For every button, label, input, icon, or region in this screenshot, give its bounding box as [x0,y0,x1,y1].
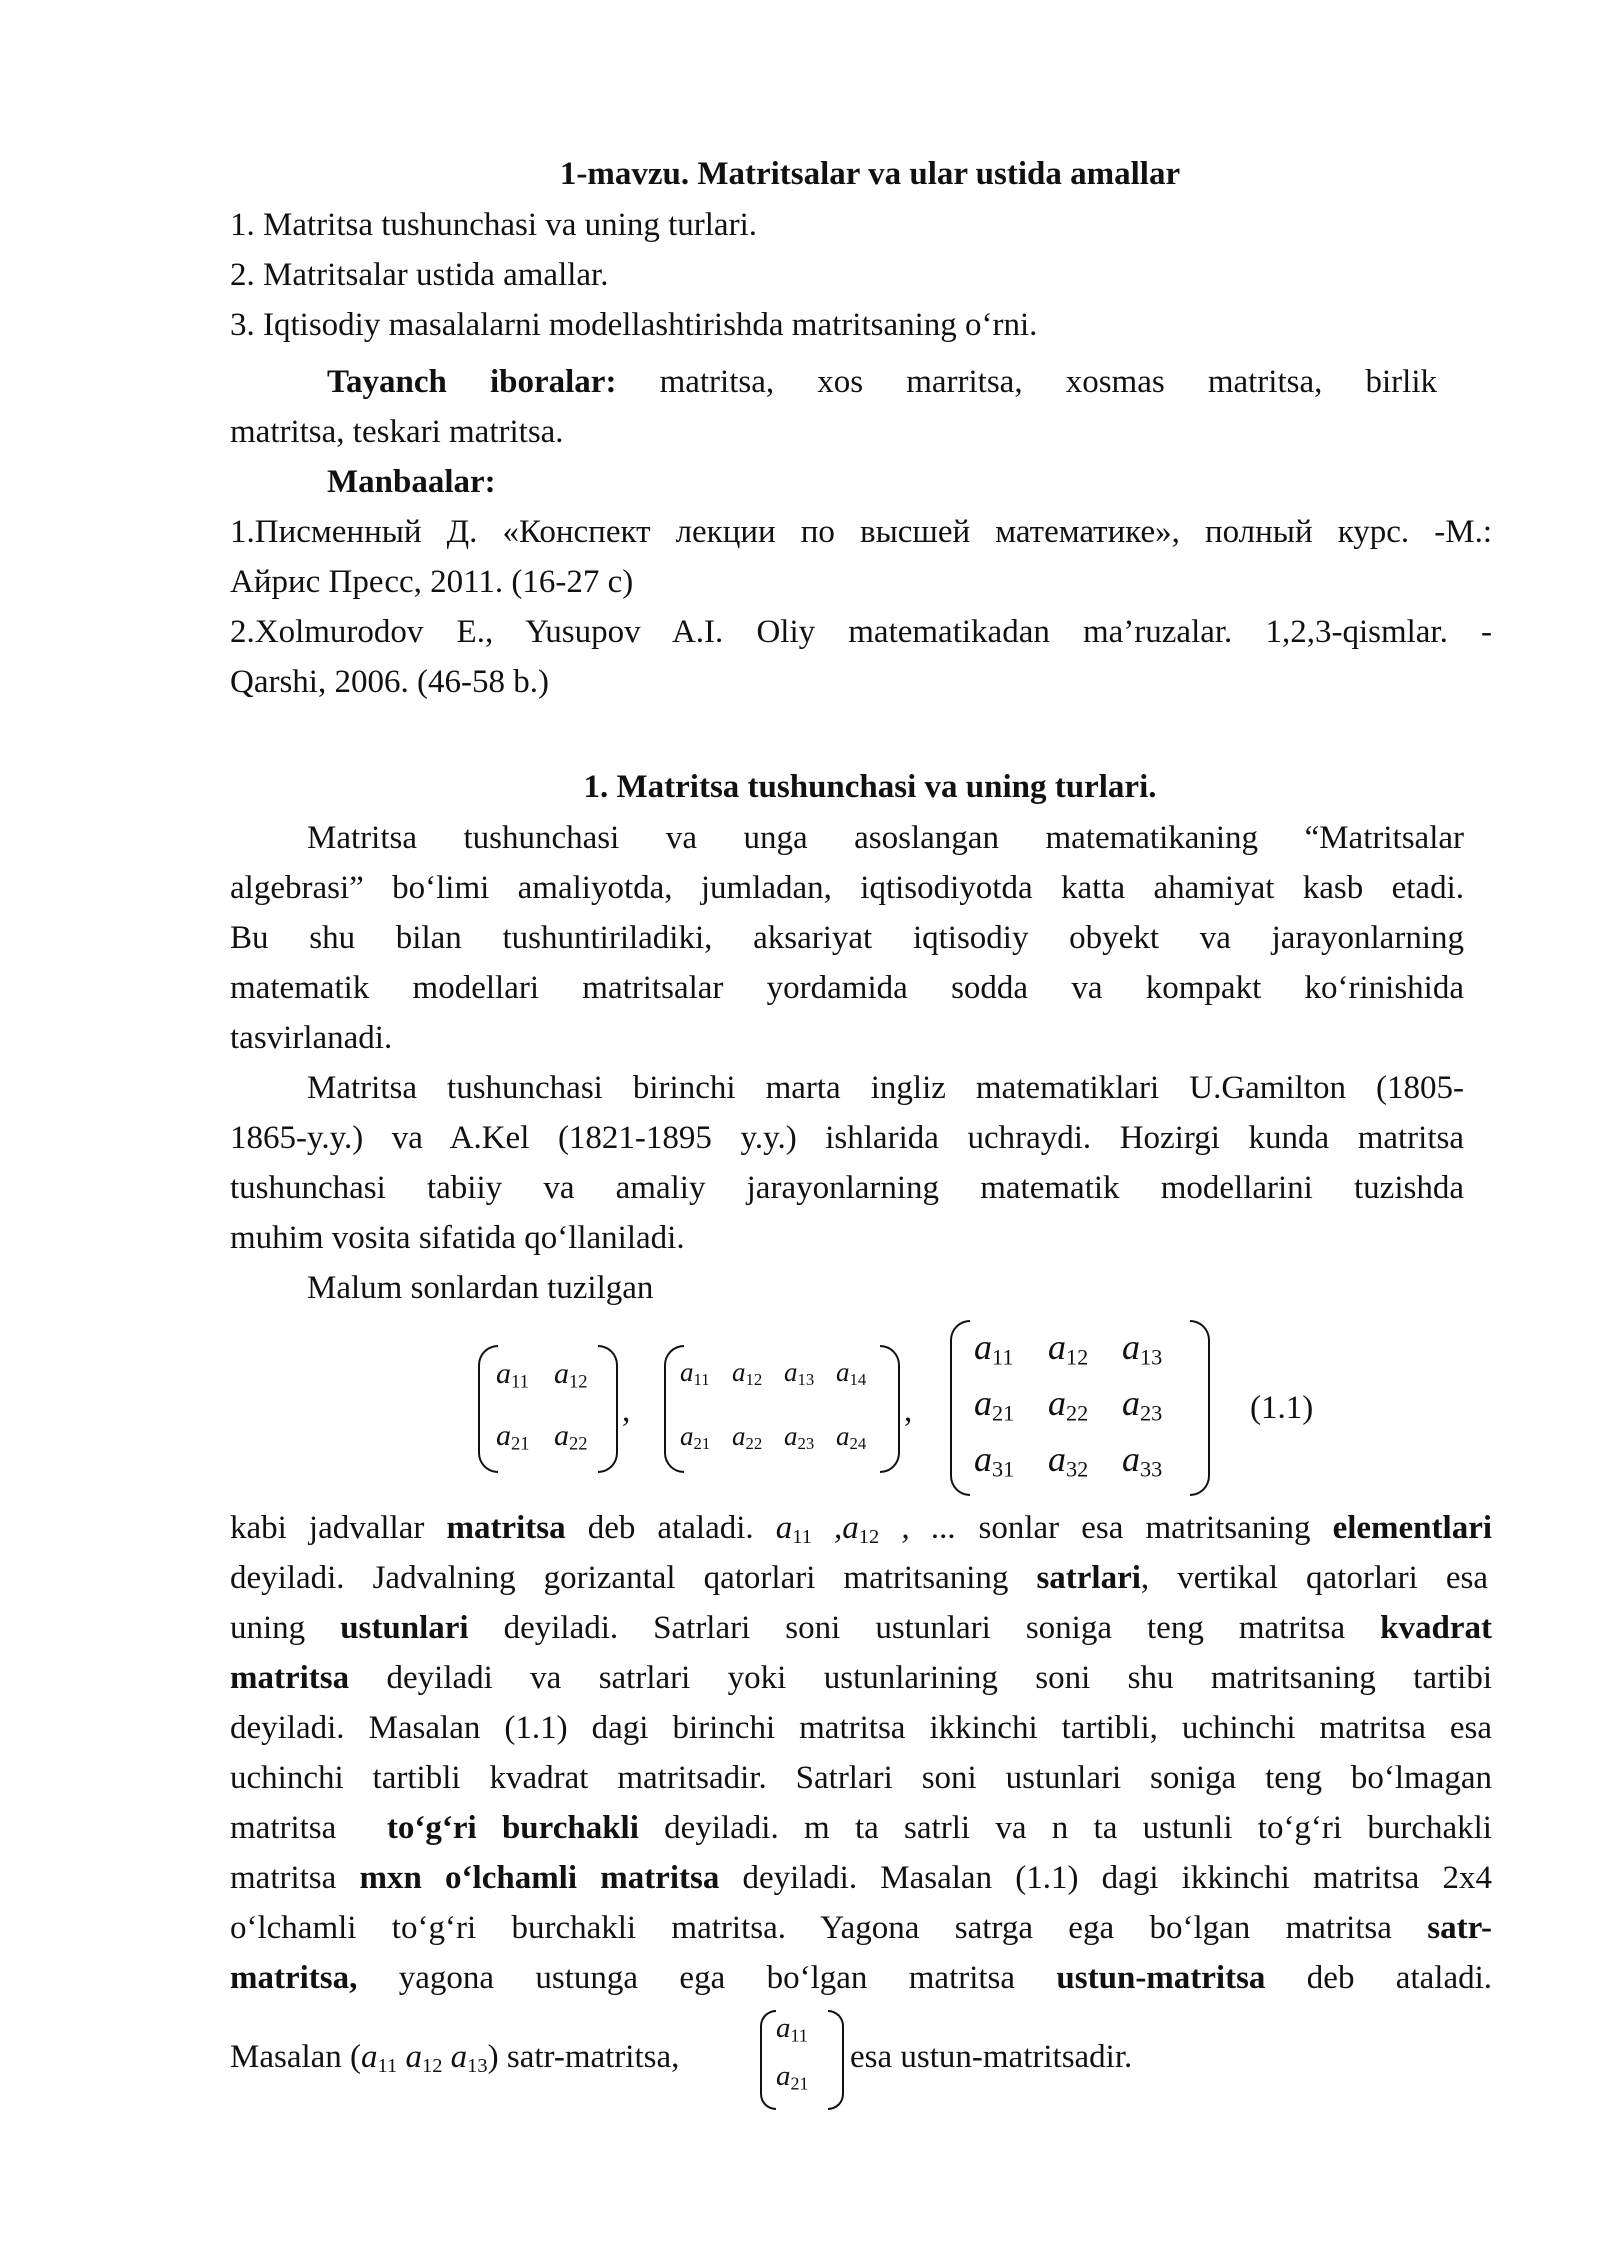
matrix-element: $a_{11}$ [974,1327,1014,1370]
matrix-element: $a_{22}$ [732,1421,763,1454]
left-paren [760,2010,776,2110]
def-line-7: matritsa to‘g‘ri burchakli deyiladi. m ta satrli va n ta ustunli to‘g‘ri burchakli [230,1810,1492,1846]
matrix-element: $a_{11}$ [680,1357,710,1390]
matrix-element: $a_{24}$ [836,1421,867,1454]
comma: , [622,1393,631,1429]
matrix-element: $a_{32}$ [1048,1439,1089,1482]
source-2-line-2: Qarshi, 2006. (46-58 b.) [230,664,549,700]
matrix-element: $a_{12}$ [554,1357,588,1393]
def-line-5: deyiladi. Masalan (1.1) dagi birinchi matritsa ikkinchi tartibli, uchinchi matritsa esa [230,1710,1492,1746]
matrix-element: $a_{21}$ [974,1383,1015,1426]
def-line-11: Masalan ($a_{11}$ $a_{12}$ $a_{13}$) satr-matritsa, [230,2039,688,2078]
def-line-9: o‘lchamli to‘g‘ri burchakli matritsa. Yagona satrga ega bo‘lgan matritsa satr- [230,1910,1492,1946]
matrix-element: $a_{14}$ [836,1357,867,1390]
right-paren [828,2010,844,2110]
para1-line-3: Bu shu bilan tushuntiriladiki, aksariyat iqtisodiy obyekt va jarayonlarning [230,920,1464,956]
def-line-6: uchinchi tartibli kvadrat matritsadir. Satrlari soni ustunlari soniga teng bo‘lmagan [230,1760,1492,1796]
left-paren [478,1345,498,1473]
def-line-8: matritsa mxn o‘lchamli matritsa deyiladi. Masalan (1.1) dagi ikkinchi matritsa 2x4 [230,1860,1493,1896]
right-paren [1190,1320,1210,1496]
para1-line-5: tasvirlanadi. [230,1020,393,1056]
keywords-line-1: Tayanch iboralar: matritsa, xos marritsa, xosmas matritsa, birlik [327,364,1437,400]
para2-line-4: muhim vosita sifatida qo‘llaniladi. [230,1220,685,1256]
outline-item-1: 1. Matritsa tushunchasi va uning turlari. [230,207,757,243]
matrix-2x4 [664,1345,900,1473]
def-line-10: matritsa, yagona ustunga ega bo‘lgan matritsa ustun-matritsa deb ataladi. [230,1960,1493,1996]
para2-line-1: Matritsa tushunchasi birinchi marta ingliz matematiklari U.Gamilton (1805- [307,1070,1464,1106]
keywords-line-2: matritsa, teskari matritsa. [230,414,564,450]
para2-line-3: tushunchasi tabiiy va amaliy jarayonlarning matematik modellarini tuzishda [230,1170,1464,1206]
matrix-element: $a_{31}$ [974,1439,1015,1482]
matrix-element: $a_{21}$ [680,1421,711,1454]
para1-line-2: algebrasi” bo‘limi amaliyotda, jumladan, iqtisodiyotda katta ahamiyat kasb etadi. [230,870,1464,906]
matrix-element: $a_{13}$ [784,1357,815,1390]
right-paren [880,1345,900,1473]
matrix-intro: Malum sonlardan tuzilgan [307,1270,654,1306]
comma: , [904,1393,913,1429]
left-paren [950,1320,970,1496]
equation-number: (1.1) [1250,1390,1314,1426]
def-line-1: kabi jadvallar matritsa deb ataladi. $a_{11}$ $,a_{12}$ , ... sonlar esa matritsaning elementlari [230,1510,1493,1549]
matrix-element: $a_{23}$ [1122,1383,1163,1426]
right-paren [598,1345,618,1473]
para1-line-4: matematik modellari matritsalar yordamida sodda va kompakt ko‘rinishida [230,970,1464,1006]
para2-line-2: 1865-y.y.) va A.Kel (1821-1895 y.y.) ishlarida uchraydi. Hozirgi kunda matritsa [230,1120,1464,1156]
matrix-element: $a_{22}$ [554,1419,588,1455]
matrix-element: $a_{13}$ [1122,1327,1163,1370]
matrix-element: $a_{12}$ [732,1357,763,1390]
matrix-element: $a_{21}$ [496,1419,530,1455]
outline-item-3: 3. Iqtisodiy masalalarni modellashtirishda matritsaning o‘rni. [230,307,1038,343]
outline-item-2: 2. Matritsalar ustida amallar. [230,257,609,293]
source-1-line-2: Айрис Пресс, 2011. (16-27 с) [230,564,634,600]
matrix-2x2 [478,1345,618,1473]
source-1-line-1: 1.Писменный Д. «Конспект лекции по высшей математике», полный курс. -М.: [230,514,1492,550]
def-line-3: uning ustunlari deyiladi. Satrlari soni ustunlari soniga teng matritsa kvadrat [230,1610,1492,1646]
matrix-element: $a_{11}$ [496,1357,529,1393]
sources-label: Manbaalar: [327,464,496,500]
def-line-2: deyiladi. Jadvalning gorizantal qatorlari matritsaning satrlari, vertikal qatorlari esa [230,1560,1488,1596]
def-line-4: matritsa deyiladi va satrlari yoki ustunlarining soni shu matritsaning tartibi [230,1660,1492,1696]
matrix-element: $a_{23}$ [784,1421,815,1454]
def-line-11-end: esa ustun-matritsadir. [850,2039,1133,2075]
matrix-element: $a_{21}$ [776,2060,809,2094]
matrix-3x3 [950,1320,1210,1496]
column-matrix [760,2010,844,2110]
matrix-element: $a_{11}$ [776,2012,808,2046]
matrix-element: $a_{22}$ [1048,1383,1089,1426]
matrix-element: $a_{12}$ [1048,1327,1089,1370]
matrix-element: $a_{33}$ [1122,1439,1163,1482]
section-heading: 1. Matritsa tushunchasi va uning turlari. [583,769,1157,805]
page-title: 1-mavzu. Matritsalar va ular ustida amallar [559,156,1181,192]
source-2-line-1: 2.Xolmurodov E., Yusupov A.I. Oliy matematikadan ma’ruzalar. 1,2,3-qismlar. - [230,614,1492,650]
para1-line-1: Matritsa tushunchasi va unga asoslangan matematikaning “Matritsalar [307,820,1464,856]
